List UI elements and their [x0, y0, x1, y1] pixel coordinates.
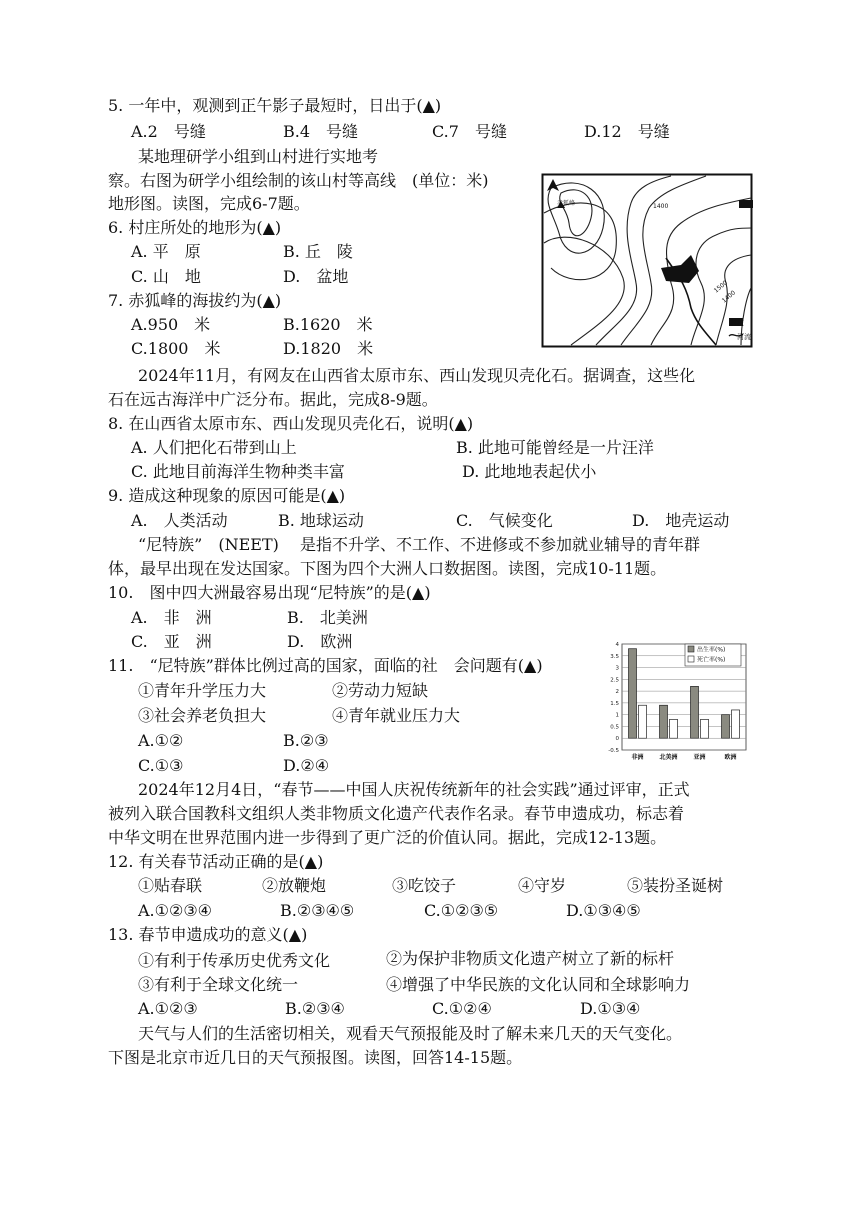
q6-option-c[interactable]: C. 山 地 — [131, 267, 201, 286]
q11-item-1: ①青年升学压力大 — [138, 681, 267, 700]
q9-stem: 9. 造成这种现象的原因可能是(▲) — [108, 486, 346, 505]
chart-x-tick-label: 欧洲 — [724, 754, 737, 761]
chart-bar — [732, 710, 740, 738]
chart-bar — [639, 705, 647, 738]
chart-legend-label: 出生率(%) — [697, 646, 726, 654]
chart-bar — [722, 715, 730, 739]
chart-y-tick-label: 3 — [615, 665, 619, 672]
chart-y-tick-label: -0.5 — [608, 748, 619, 754]
intro-8-9-line1: 2024年11月，有网友在山西省太原市东、西山发现贝壳化石。据调查，这些化 — [138, 366, 696, 385]
legend-village-label: 村庄 — [730, 319, 744, 327]
q13-item-4: ④增强了中华民族的文化认同和全球影响力 — [386, 975, 691, 994]
q13-option-a[interactable]: A.①②③ — [138, 999, 198, 1018]
q12-item-5: ⑤装扮圣诞树 — [627, 876, 724, 895]
q11-item-4: ④青年就业压力大 — [332, 706, 461, 725]
q12-item-1: ①贴春联 — [138, 876, 203, 895]
q11-option-a[interactable]: A.①② — [138, 731, 184, 750]
population-chart — [600, 638, 752, 770]
q10-option-c[interactable]: C. 亚 洲 — [131, 632, 212, 651]
intro-14-15-line1: 天气与人们的生活密切相关，观看天气预报能及时了解未来几天的天气变化。 — [138, 1024, 683, 1043]
q9-option-a[interactable]: A. 人类活动 — [131, 511, 228, 530]
q9-option-b[interactable]: B. 地球运动 — [278, 511, 364, 530]
q13-item-2: ②为保护非物质文化遗产树立了新的标杆 — [386, 949, 675, 968]
intro-10-11-line2: 体，最早出现在发达国家。下图为四个大洲人口数据图。读图，完成10-11题。 — [108, 559, 667, 578]
q11-option-b[interactable]: B.②③ — [283, 731, 329, 750]
q5-option-c[interactable]: C.7 号缝 — [432, 122, 507, 141]
q6-option-a[interactable]: A. 平 原 — [131, 242, 201, 261]
contour-label-1400-top: 1400 — [653, 203, 669, 210]
q11-item-2: ②劳动力短缺 — [332, 681, 429, 700]
intro-12-13-line2: 被列入联合国教科文组织人类非物质文化遗产代表作名录。春节申遗成功，标志着 — [108, 804, 685, 823]
chart-y-tick-label: 1 — [615, 712, 619, 719]
q5-stem: 5. 一年中，观测到正午影子最短时，日出于(▲) — [108, 96, 442, 115]
q5-option-b[interactable]: B.4 号缝 — [283, 122, 359, 141]
q13-option-c[interactable]: C.①②④ — [432, 999, 492, 1018]
q13-item-1: ①有利于传承历史优秀文化 — [138, 951, 331, 970]
intro-8-9-line2: 石在远古海洋中广泛分布。据此，完成8-9题。 — [108, 390, 438, 409]
q8-option-b[interactable]: B. 此地可能曾经是一片汪洋 — [456, 438, 654, 457]
q12-option-c[interactable]: C.①②③⑤ — [424, 901, 499, 920]
q12-option-b[interactable]: B.②③④⑤ — [280, 901, 355, 920]
q13-option-d[interactable]: D.①③④ — [580, 999, 641, 1018]
q12-item-2: ②放鞭炮 — [262, 876, 327, 895]
contour-label-1400-bottom: 1400 — [720, 289, 737, 305]
legend-river-label: 河流 — [737, 333, 751, 341]
chart-y-tick-label: 3.5 — [610, 653, 619, 660]
intro-6-7-line2: 察。右图为研学小组绘制的该山村等高线 (单位：米) — [108, 171, 489, 190]
q9-option-d[interactable]: D. 地壳运动 — [632, 511, 730, 530]
q12-option-d[interactable]: D.①③④⑤ — [566, 901, 641, 920]
q11-option-c[interactable]: C.①③ — [138, 756, 184, 775]
q8-stem: 8. 在山西省太原市东、西山发现贝壳化石，说明(▲) — [108, 414, 474, 433]
intro-6-7-line1: 某地理研学小组到山村进行实地考 — [138, 147, 379, 166]
q7-stem: 7. 赤狐峰的海拔约为(▲) — [108, 291, 282, 310]
q10-option-a[interactable]: A. 非 洲 — [131, 608, 212, 627]
q8-option-d[interactable]: D. 此地地表起伏小 — [462, 462, 597, 481]
chart-x-tick-label: 亚洲 — [693, 754, 706, 761]
chart-y-tick-label: 1.5 — [610, 700, 619, 707]
q7-option-a[interactable]: A.950 米 — [131, 315, 211, 334]
q11-stem: 11. “尼特族”群体比例过高的国家，面临的社 会问题有(▲) — [108, 656, 543, 675]
intro-12-13-line3: 中华文明在世界范围内进一步得到了更广泛的价值认同。据此，完成12-13题。 — [108, 828, 667, 847]
intro-10-11-line1: “尼特族” (NEET) 是指不升学、不工作、不进修或不参加就业辅导的青年群 — [138, 535, 700, 554]
village-block-small — [739, 200, 753, 208]
chart-bar — [670, 719, 678, 738]
q9-option-c[interactable]: C. 气候变化 — [456, 511, 553, 530]
intro-12-13-line1: 2024年12月4日，“春节——中国人庆祝传统新年的社会实践”通过评审，正式 — [138, 780, 690, 799]
intro-14-15-line2: 下图是北京市近几日的天气预报图。读图，回答14-15题。 — [108, 1048, 523, 1067]
q12-stem: 12. 有关春节活动正确的是(▲) — [108, 852, 324, 871]
q12-item-4: ④守岁 — [518, 876, 567, 895]
q5-option-d[interactable]: D.12 号缝 — [584, 122, 670, 141]
q13-item-3: ③有利于全球文化统一 — [138, 975, 299, 994]
q11-item-3: ③社会养老负担大 — [138, 706, 267, 725]
q7-option-b[interactable]: B.1620 米 — [283, 315, 373, 334]
q8-option-a[interactable]: A. 人们把化石带到山上 — [131, 438, 297, 457]
q5-option-a[interactable]: A.2 号缝 — [131, 122, 206, 141]
chart-legend-swatch — [688, 656, 694, 662]
intro-6-7-line3: 地形图。读图，完成6-7题。 — [108, 194, 310, 213]
q12-item-3: ③吃饺子 — [392, 876, 457, 895]
q7-option-d[interactable]: D.1820 米 — [283, 339, 374, 358]
chart-legend-label: 死亡率(%) — [697, 656, 726, 664]
chart-bar — [691, 686, 699, 738]
q10-option-d[interactable]: D. 欧洲 — [287, 632, 353, 651]
contour-label-1500: 1500 — [712, 279, 729, 295]
q13-option-b[interactable]: B.②③④ — [285, 999, 345, 1018]
chart-bar — [701, 719, 709, 738]
chart-y-tick-label: 0 — [615, 736, 619, 743]
q6-option-b[interactable]: B. 丘 陵 — [283, 242, 353, 261]
chart-y-tick-label: 2 — [615, 689, 619, 696]
q6-option-d[interactable]: D. 盆地 — [283, 267, 349, 286]
chart-y-tick-label: 0.5 — [610, 724, 619, 731]
q13-stem: 13. 春节申遗成功的意义(▲) — [108, 925, 308, 944]
q8-option-c[interactable]: C. 此地目前海洋生物种类丰富 — [131, 462, 345, 481]
q6-stem: 6. 村庄所处的地形为(▲) — [108, 218, 282, 237]
chart-x-tick-label: 北美洲 — [659, 754, 678, 761]
chart-legend-swatch — [688, 646, 694, 652]
contour-map — [541, 173, 753, 352]
chart-x-tick-label: 非洲 — [631, 754, 644, 761]
chart-bar — [660, 705, 668, 738]
q12-option-a[interactable]: A.①②③④ — [138, 901, 213, 920]
q11-option-d[interactable]: D.②④ — [283, 756, 330, 775]
q7-option-c[interactable]: C.1800 米 — [131, 339, 221, 358]
q10-option-b[interactable]: B. 北美洲 — [287, 608, 368, 627]
chart-y-tick-label: 4 — [615, 642, 619, 648]
chart-bar — [629, 649, 637, 739]
chart-y-tick-label: 2.5 — [610, 677, 619, 684]
q10-stem: 10. 图中四大洲最容易出现“尼特族”的是(▲) — [108, 583, 431, 602]
peak-label: 赤狐峰 — [557, 200, 576, 207]
